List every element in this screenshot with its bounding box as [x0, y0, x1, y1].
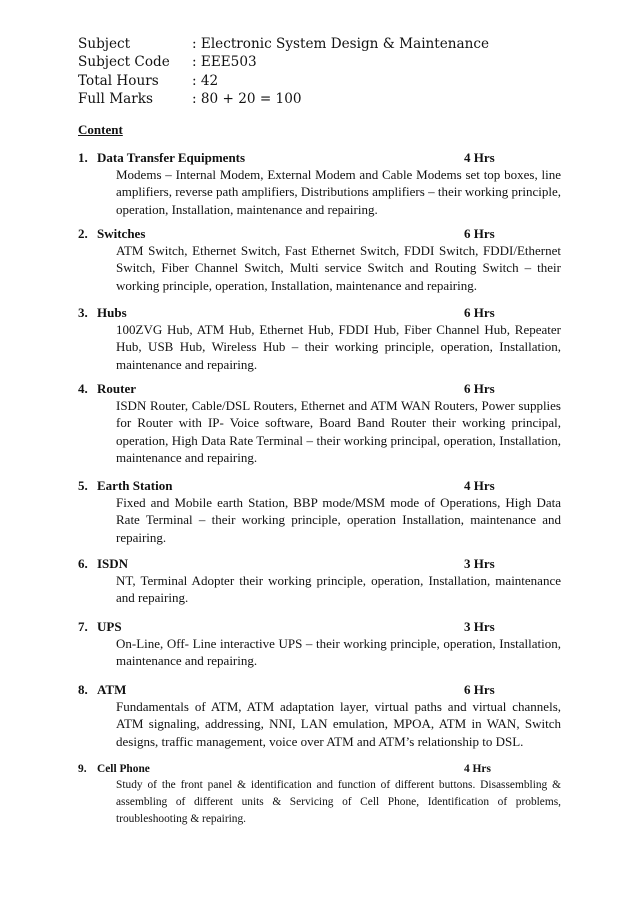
- topic-hours: 6 Hrs: [464, 682, 495, 697]
- topic-number: 3.: [78, 305, 88, 320]
- topic-title: ISDN: [97, 556, 129, 571]
- total-hours-label: Total Hours: [78, 72, 159, 89]
- topic-hours: 6 Hrs: [464, 381, 495, 396]
- topic-isdn: [78, 556, 562, 607]
- subject-code-label: Subject Code: [78, 54, 170, 71]
- total-hours-value: : 42: [192, 72, 219, 89]
- topic-header: [78, 556, 562, 572]
- topic-description: Fundamentals of ATM, ATM adaptation layer, virtual paths and virtual channels, ATM signaling, addressing, NNI, LAN emulation, MPOA, ATM in WAN, Switch designs, traffic management, voice over ATM and ATM’s relationship to DSL.: [116, 699, 561, 749]
- full-marks-value: : 80 + 20 = 100: [192, 91, 302, 108]
- topic-header: [78, 150, 562, 166]
- topic-description: NT, Terminal Adopter their working principle, operation, Installation, maintenance and repairing.: [116, 573, 561, 606]
- topic-number: 1.: [78, 150, 88, 165]
- topic-cell-phone: [78, 761, 562, 827]
- topic-title: Earth Station: [97, 478, 173, 493]
- subject-label: Subject: [78, 36, 131, 52]
- topic-hours: 4 Hrs: [464, 478, 495, 493]
- total-hours-row: [78, 72, 489, 90]
- full-marks-row: [78, 90, 489, 108]
- course-meta: [78, 35, 489, 109]
- topic-description: On-Line, Off- Line interactive UPS – their working principle, operation, Installation, maintenance and repairing.: [116, 636, 561, 669]
- topic-header: [78, 381, 562, 397]
- topic-description: Fixed and Mobile earth Station, BBP mode/MSM mode of Operations, High Data Rate Terminal – their working principle, operation Installation, maintenance and repairing.: [116, 495, 561, 545]
- subject-value: : Electronic System Design & Maintenance: [192, 36, 490, 52]
- topic-number: 5.: [78, 478, 88, 493]
- topic-header: [78, 226, 562, 242]
- topic-hours: 4 Hrs: [464, 763, 491, 775]
- topic-data-transfer-equipments: [78, 150, 562, 218]
- topic-router: [78, 381, 562, 467]
- topic-hubs: [78, 305, 562, 373]
- topic-hours: 6 Hrs: [464, 305, 495, 320]
- subject-code-value: : EEE503: [192, 54, 257, 71]
- topic-switches: [78, 226, 562, 294]
- topic-number: 6.: [78, 556, 88, 571]
- topic-description: ATM Switch, Ethernet Switch, Fast Ethernet Switch, FDDI Switch, FDDI/Ethernet Switch, Fiber Channel Switch, Multi service Switch and Routing Switch – their working principle, operation, Installation, maintenance and repairing.: [116, 243, 561, 293]
- full-marks-label: Full Marks: [78, 91, 153, 108]
- topic-ups: [78, 619, 562, 670]
- topic-title: Data Transfer Equipments: [97, 150, 246, 165]
- topic-description: Study of the front panel & identification and function of different buttons. Disassembling & assembling of different units & Servicing of Cell Phone, Identification of problems, troubleshooting & repairing.: [116, 779, 561, 825]
- topic-title: Router: [97, 381, 136, 396]
- topic-atm: [78, 682, 562, 750]
- content-heading: Content: [78, 122, 123, 137]
- topic-title: Switches: [97, 226, 146, 241]
- topic-hours: 6 Hrs: [464, 226, 495, 241]
- topic-number: 9.: [78, 763, 87, 775]
- topic-number: 2.: [78, 226, 88, 241]
- topic-header: [78, 761, 562, 777]
- topic-header: [78, 305, 562, 321]
- topic-hours: 3 Hrs: [464, 556, 495, 571]
- topic-header: [78, 478, 562, 494]
- topic-earth-station: [78, 478, 562, 546]
- topic-title: Cell Phone: [97, 763, 150, 775]
- topic-description: 100ZVG Hub, ATM Hub, Ethernet Hub, FDDI Hub, Fiber Channel Hub, Repeater Hub, USB Hub, Wireless Hub – their working principle, operation, Installation, maintenance and repairing.: [116, 322, 561, 372]
- topic-title: ATM: [97, 682, 127, 697]
- topic-hours: 4 Hrs: [464, 150, 495, 165]
- topic-title: Hubs: [97, 305, 127, 320]
- topic-hours: 3 Hrs: [464, 619, 495, 634]
- topic-number: 4.: [78, 381, 88, 396]
- topic-header: [78, 619, 562, 635]
- topic-title: UPS: [97, 619, 122, 634]
- topic-number: 8.: [78, 682, 88, 697]
- subject-row: [78, 35, 489, 53]
- topic-number: 7.: [78, 619, 88, 634]
- topic-description: Modems – Internal Modem, External Modem and Cable Modems set top boxes, line amplifiers, reverse path amplifiers, Distributions amplifiers – their working principle, operation, Installation, maintenance and repairing.: [116, 167, 561, 217]
- topic-description: ISDN Router, Cable/DSL Routers, Ethernet and ATM WAN Routers, Power supplies for Router with IP- Voice software, Board Band Router their working principal, operation, High Data Rate Terminal – their working principal, operation, Installation, maintenance and repairing.: [116, 398, 561, 466]
- topic-header: [78, 682, 562, 698]
- subject-code-row: [78, 53, 489, 71]
